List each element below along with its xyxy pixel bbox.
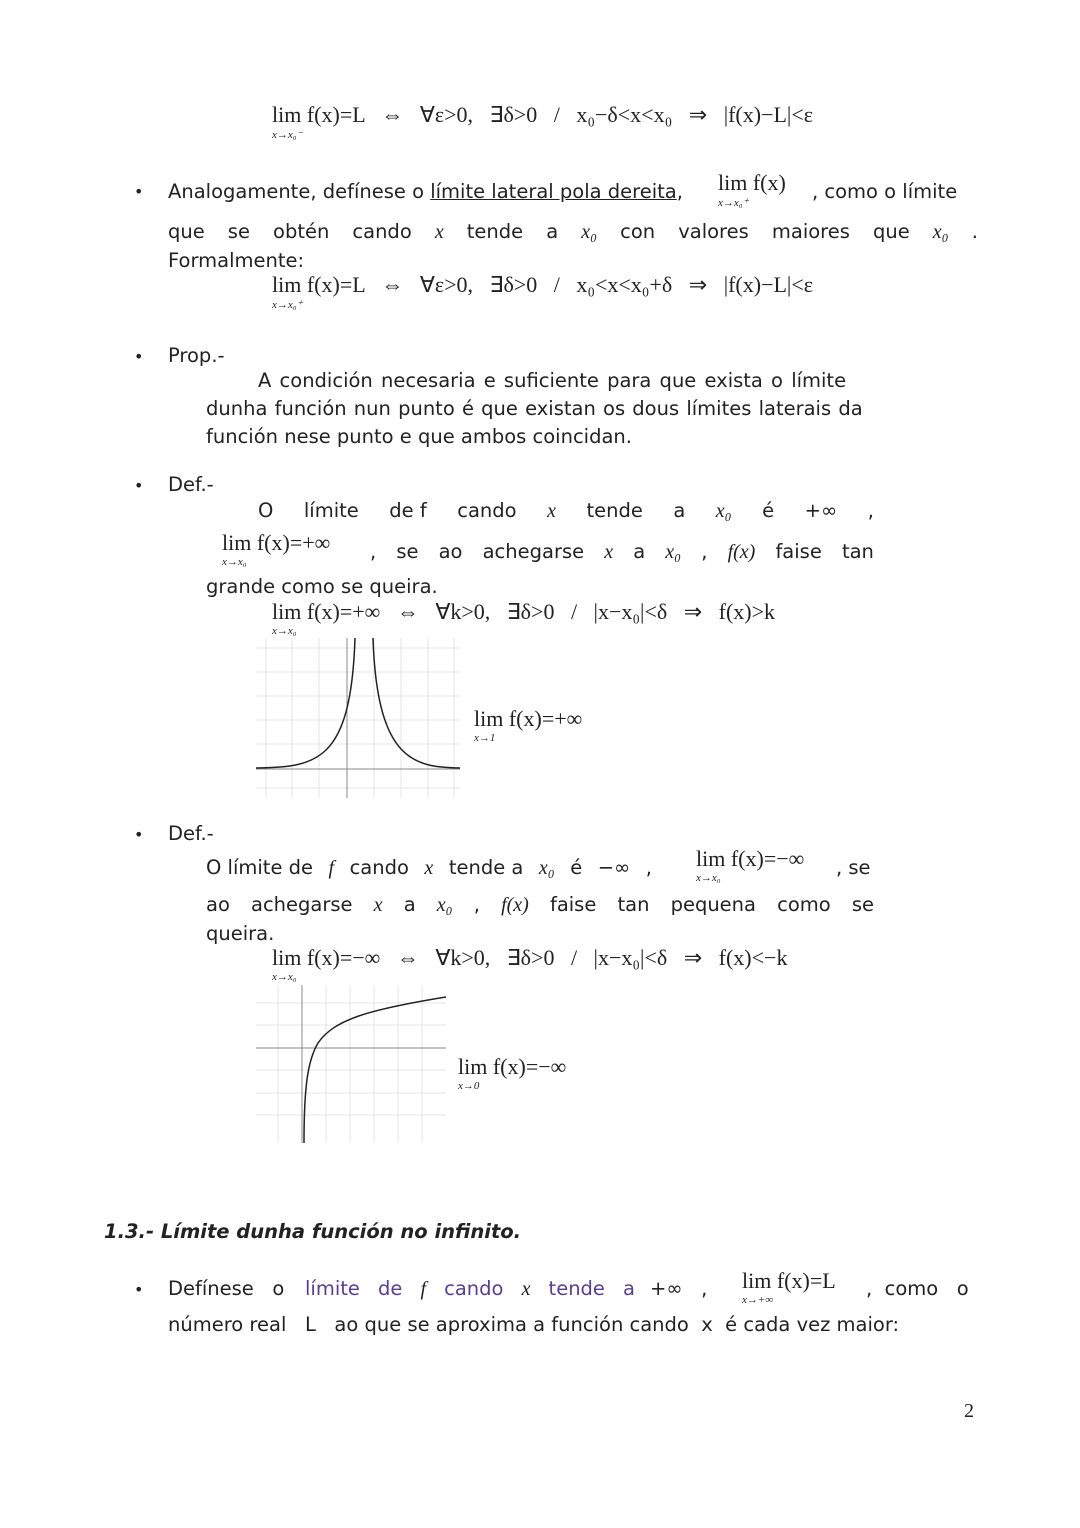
word: tan: [617, 893, 650, 916]
example-limit: [474, 706, 583, 744]
text: +∞ ,: [650, 1277, 708, 1300]
word: con: [620, 220, 656, 243]
prop-line: función nese punto e que ambos coincidan.: [206, 425, 632, 448]
word: de f: [389, 499, 427, 522]
formula-main: lim f(x)=−∞: [696, 846, 805, 871]
text: grande como se queira.: [206, 575, 438, 598]
math-var: x₀: [538, 857, 555, 879]
prop-line: dunha función nun punto é que existan os dous límites laterais da: [206, 397, 863, 420]
word: cando: [349, 856, 409, 879]
inline-limit: [222, 530, 331, 568]
formula-main: lim f(x)=L: [742, 1268, 836, 1293]
text: , se: [836, 856, 871, 879]
formula-sub: x→x₀: [696, 872, 721, 884]
word: O límite de: [206, 856, 314, 879]
word: tende: [586, 499, 643, 522]
word: cando: [444, 1277, 504, 1300]
math-var: f(x): [727, 541, 756, 563]
word: −∞: [597, 856, 631, 879]
right-limit-formula: [272, 272, 813, 311]
word: ,: [370, 540, 377, 563]
word: ,: [867, 499, 874, 522]
word: cando: [352, 220, 412, 243]
word: se: [851, 893, 874, 916]
word: ,: [701, 540, 708, 563]
text: , como o límite: [812, 180, 958, 203]
formula-main: lim f(x)=+∞ ⇔ ∀k>0, ∃δ>0 / |x−x₀|<δ ⇒ f(x)>k: [272, 599, 776, 624]
text: número real L ao que se aproxima a función cando x é cada vez maior:: [168, 1313, 900, 1336]
math-var: x₀: [715, 500, 732, 522]
formula-main: lim f(x)=+∞: [474, 706, 583, 731]
word: que: [872, 220, 910, 243]
math-var: x: [547, 500, 556, 522]
math-var: x₀: [665, 541, 682, 563]
formula-main: lim f(x)=L ⇔ ∀ε>0, ∃δ>0 / x₀<x<x₀+δ ⇒ |f(x)−L|<ε: [272, 272, 813, 297]
math-var: f(x): [501, 894, 529, 916]
formula-sub: x→x₀: [272, 971, 297, 983]
grid: [256, 638, 460, 798]
formula-main: lim f(x)=+∞: [222, 530, 331, 555]
purple-definition: [305, 1277, 635, 1301]
formula-sub: x→1: [474, 732, 496, 744]
bullet: •: [134, 347, 144, 366]
formula-sub: x→0: [458, 1080, 480, 1092]
math-var: x₀: [932, 221, 949, 243]
word: faise: [549, 893, 597, 916]
word: maiores: [771, 220, 850, 243]
prop-line: A condición necesaria e suficiente para que exista o límite: [258, 369, 847, 392]
word: límite: [305, 1277, 360, 1300]
bullet: •: [134, 1280, 144, 1299]
text: Formalmente:: [168, 249, 305, 272]
curve-right-branch: [373, 638, 460, 768]
minus-infinity-formula: [272, 945, 788, 983]
math-var: x₀: [581, 221, 598, 243]
plus-infinity-formula: [272, 599, 776, 637]
example-limit: [458, 1054, 567, 1092]
text: queira.: [206, 922, 275, 945]
word: ,: [645, 856, 652, 879]
inline-limit: [718, 170, 786, 209]
word: como: [777, 893, 831, 916]
word: O: [258, 499, 274, 522]
inline-limit: [742, 1268, 836, 1306]
right-limit-line1: [168, 180, 683, 203]
word: cando: [457, 499, 517, 522]
bullet: •: [134, 476, 144, 495]
word: se: [396, 540, 419, 563]
def-minus-line2: [206, 893, 874, 917]
word: achegarse: [251, 893, 353, 916]
word: ao: [438, 540, 463, 563]
word: a: [623, 1277, 635, 1300]
formula-main: lim f(x): [718, 170, 786, 195]
formula-main: lim f(x)=L ⇔ ∀ε>0, ∃δ>0 / x₀−δ<x<x₀ ⇒ |f(x)−L|<ε: [272, 102, 813, 127]
word: tende a: [448, 856, 524, 879]
def-minus-line1: [206, 856, 652, 880]
math-var: x: [604, 541, 614, 563]
word: .: [971, 220, 978, 243]
left-limit-formula: [272, 102, 813, 141]
word: límite: [303, 499, 359, 522]
word: tan: [841, 540, 874, 563]
page-number: 2: [964, 1400, 974, 1422]
math-var: x: [373, 894, 383, 916]
def-label: Def.-: [168, 473, 214, 496]
bullet: •: [134, 182, 144, 201]
curve-left-branch: [256, 638, 355, 768]
word: achegarse: [482, 540, 585, 563]
math-var: f: [328, 857, 335, 879]
graph-minus-infinity: [256, 985, 446, 1143]
word: obtén: [273, 220, 330, 243]
formula-sub: x→x₀⁺: [718, 197, 749, 209]
word: valores: [678, 220, 749, 243]
word: é: [762, 499, 775, 522]
word: se: [227, 220, 250, 243]
text: ,: [676, 180, 683, 203]
math-var: f: [420, 1278, 427, 1300]
word: a: [546, 220, 559, 243]
word: faise: [775, 540, 822, 563]
formula-sub: x→x₀: [272, 625, 297, 637]
text: Defínese o: [168, 1277, 285, 1300]
formula-main: lim f(x)=−∞ ⇔ ∀k>0, ∃δ>0 / |x−x₀|<δ ⇒ f(x)<−k: [272, 945, 788, 970]
inline-limit: [696, 846, 805, 884]
def-plus-line1: [258, 499, 874, 523]
word: tende: [548, 1277, 605, 1300]
formula-main: lim f(x)=−∞: [458, 1054, 567, 1079]
right-limit-term: límite lateral pola dereita: [430, 180, 677, 203]
graph-plus-infinity: [256, 638, 460, 798]
def-plus-line2: [370, 540, 874, 564]
formula-sub: x→+∞: [742, 1294, 774, 1306]
word: +∞: [804, 499, 838, 522]
right-limit-line2: [168, 220, 978, 244]
word: a: [633, 540, 646, 563]
word: de: [378, 1277, 403, 1300]
math-var: x: [434, 221, 444, 243]
def-label: Def.-: [168, 822, 214, 845]
word: a: [673, 499, 686, 522]
prop-label: Prop.-: [168, 344, 225, 367]
word: tende: [466, 220, 524, 243]
formula-sub: x→x₀: [222, 556, 247, 568]
math-var: x: [521, 1278, 531, 1300]
formula-sub: x→x₀⁺: [272, 299, 303, 311]
text: Analogamente, defínese o: [168, 180, 431, 203]
text: , como o: [866, 1277, 969, 1300]
bullet: •: [134, 825, 144, 844]
grid: [256, 985, 446, 1143]
word: que: [168, 220, 205, 243]
math-var: x: [424, 857, 434, 879]
formula-sub: x→x₀⁻: [272, 129, 303, 141]
word: é: [570, 856, 583, 879]
word: a: [403, 893, 416, 916]
section-heading: 1.3.- Límite dunha función no infinito.: [104, 1220, 522, 1243]
math-var: x₀: [436, 894, 453, 916]
word: ao: [206, 893, 230, 916]
word: pequena: [670, 893, 756, 916]
word: ,: [473, 893, 480, 916]
